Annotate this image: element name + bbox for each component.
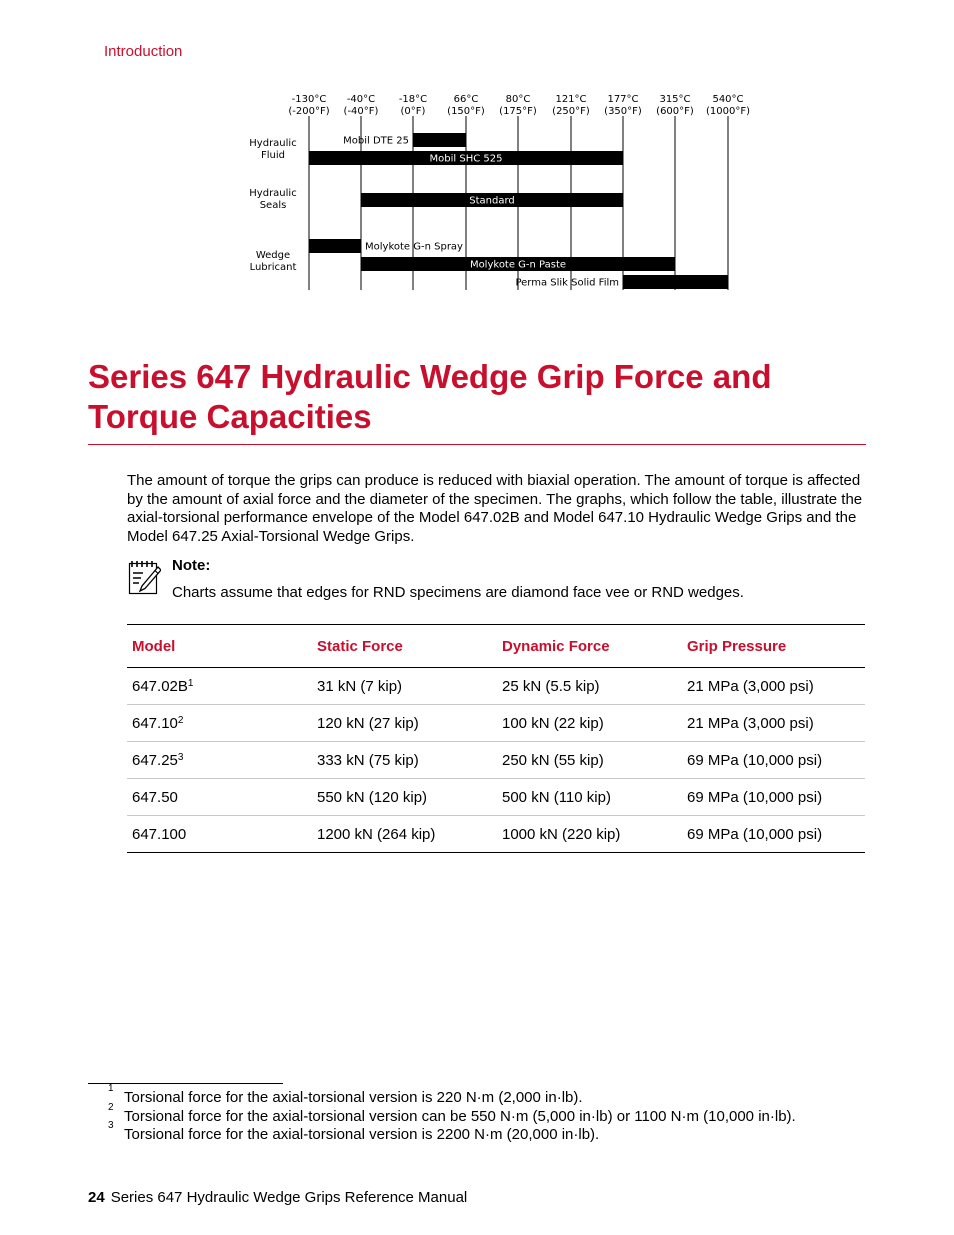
- table-header-row: [127, 625, 865, 668]
- footnote-ref: 3: [177, 751, 184, 763]
- footnote-text: Torsional force for the axial-torsional version is 2200 N·m (20,000 in·lb).: [124, 1126, 600, 1143]
- table-row: [127, 779, 865, 816]
- footnote: [104, 1101, 864, 1125]
- footnote-number: 1: [108, 1083, 114, 1094]
- dynamic-force-cell: 500 kN (110 kip): [502, 788, 611, 806]
- fahrenheit-label: (0°F): [400, 106, 426, 117]
- celsius-label: -130°C: [291, 94, 327, 105]
- temperature-range-label: Mobil SHC 525: [429, 153, 503, 165]
- column-header-grip-pressure: Grip Pressure: [682, 625, 865, 668]
- fahrenheit-label: (175°F): [499, 106, 537, 117]
- footnote-text: Torsional force for the axial-torsional version can be 550 N·m (5,000 in·lb) or 1100 N·m (10,000 in·lb).: [124, 1107, 796, 1125]
- footnotes: [104, 1083, 864, 1143]
- grip-pressure-cell: 69 MPa (10,000 psi): [687, 825, 823, 843]
- grip-pressure-cell: 21 MPa (3,000 psi): [687, 677, 814, 695]
- dynamic-force-cell: 100 kN (22 kip): [502, 714, 604, 732]
- note-body: Charts assume that edges for RND specimens are diamond face vee or RND wedges.: [172, 584, 744, 601]
- table-row: [127, 668, 865, 705]
- row-group-label: Fluid: [261, 150, 285, 161]
- title-rule: [88, 444, 866, 445]
- footnote-ref: 1: [187, 677, 194, 689]
- temperature-range-label: Perma Slik Solid Film: [515, 277, 619, 289]
- fahrenheit-label: (-200°F): [288, 106, 330, 117]
- note-heading: Note:: [172, 557, 211, 574]
- row-group-label: Hydraulic: [249, 138, 297, 149]
- static-force-cell: 1200 kN (264 kip): [317, 825, 436, 843]
- page-title: Series 647 Hydraulic Wedge Grip Force and Torque Capacities: [88, 358, 772, 435]
- temperature-range-chart: [240, 88, 760, 298]
- footnote-ref: 2: [177, 714, 184, 726]
- static-force-cell: 550 kN (120 kip): [317, 788, 428, 806]
- dynamic-force-cell: 1000 kN (220 kip): [502, 825, 621, 843]
- column-header-model: Model: [127, 625, 312, 668]
- celsius-label: 315°C: [659, 94, 691, 105]
- fahrenheit-label: (600°F): [656, 106, 694, 117]
- dynamic-force-cell: 250 kN (55 kip): [502, 751, 604, 769]
- celsius-label: -18°C: [398, 94, 428, 105]
- grip-capacities-table: [127, 624, 865, 853]
- table-row: [127, 742, 865, 779]
- model-cell: 647.10$^2$: [132, 714, 184, 732]
- grip-pressure-cell: 69 MPa (10,000 psi): [687, 751, 823, 769]
- temperature-range-bar: [309, 239, 361, 253]
- temperature-range-bar: [413, 133, 466, 147]
- column-header-static-force: Static Force: [312, 625, 497, 668]
- dynamic-force-cell: 25 kN (5.5 kip): [502, 677, 600, 695]
- row-group-label: Lubricant: [249, 262, 297, 273]
- table-row: [127, 816, 865, 853]
- temperature-range-bar: [623, 275, 728, 289]
- manual-title: Series 647 Hydraulic Wedge Grips Reference Manual: [110, 1189, 468, 1206]
- celsius-label: 80°C: [505, 94, 531, 105]
- page-footer: [88, 1189, 467, 1206]
- table-row: [127, 705, 865, 742]
- fahrenheit-label: (-40°F): [343, 106, 379, 117]
- model-cell: 647.50: [132, 788, 178, 806]
- model-cell: 647.25$^3$: [132, 751, 184, 769]
- grip-pressure-cell: 21 MPa (3,000 psi): [687, 714, 814, 732]
- footnote-rule: [88, 1083, 283, 1084]
- fahrenheit-label: (1000°F): [705, 106, 751, 117]
- model-cell: 647.100: [132, 825, 187, 843]
- celsius-label: -40°C: [346, 94, 376, 105]
- section-header: Introduction: [104, 43, 183, 60]
- temperature-range-label: Molykote G-n Spray: [365, 241, 463, 253]
- note-pencil-icon: [127, 560, 161, 601]
- fahrenheit-label: (350°F): [604, 106, 642, 117]
- intro-paragraph: The amount of torque the grips can produce is reduced with biaxial operation. The amount of torque is affected by the amount of axial force and the diameter of the specimen. The graphs, which follow the table, illustrate the axial-torsional performance envelope of the Model 647.02B and Model 647.10 Hydraulic Wedge Grips and the Model 647.25 Axial-Torsional Wedge Grips.: [127, 472, 863, 546]
- model-cell: $647.02B^1$: [132, 677, 194, 695]
- row-group-label: Wedge: [255, 250, 291, 261]
- temperature-range-label: Molykote G-n Paste: [469, 259, 567, 271]
- celsius-label: 177°C: [607, 94, 639, 105]
- fahrenheit-label: (150°F): [447, 106, 485, 117]
- celsius-label: 66°C: [453, 94, 479, 105]
- temperature-range-label: Mobil DTE 25: [343, 135, 409, 147]
- column-header-dynamic-force: Dynamic Force: [497, 625, 682, 668]
- footnote: [104, 1120, 864, 1143]
- row-group-label: Seals: [259, 200, 287, 211]
- footnote-text: Torsional force for the axial-torsional version is 220 N·m (2,000 in·lb).: [124, 1089, 583, 1106]
- static-force-cell: 333 kN (75 kip): [317, 751, 419, 769]
- page-number: 24: [88, 1189, 105, 1206]
- celsius-label: 121°C: [555, 94, 587, 105]
- static-force-cell: 120 kN (27 kip): [317, 714, 419, 732]
- static-force-cell: 31 kN (7 kip): [317, 677, 403, 695]
- celsius-label: 540°C: [712, 94, 744, 105]
- footnote-number: 3: [108, 1120, 114, 1131]
- footnote-number: 2: [108, 1101, 114, 1113]
- fahrenheit-label: (250°F): [552, 106, 590, 117]
- grip-pressure-cell: 69 MPa (10,000 psi): [687, 788, 823, 806]
- temperature-range-label: Standard: [469, 195, 515, 207]
- row-group-label: Hydraulic: [249, 188, 297, 199]
- footnote: [104, 1083, 864, 1106]
